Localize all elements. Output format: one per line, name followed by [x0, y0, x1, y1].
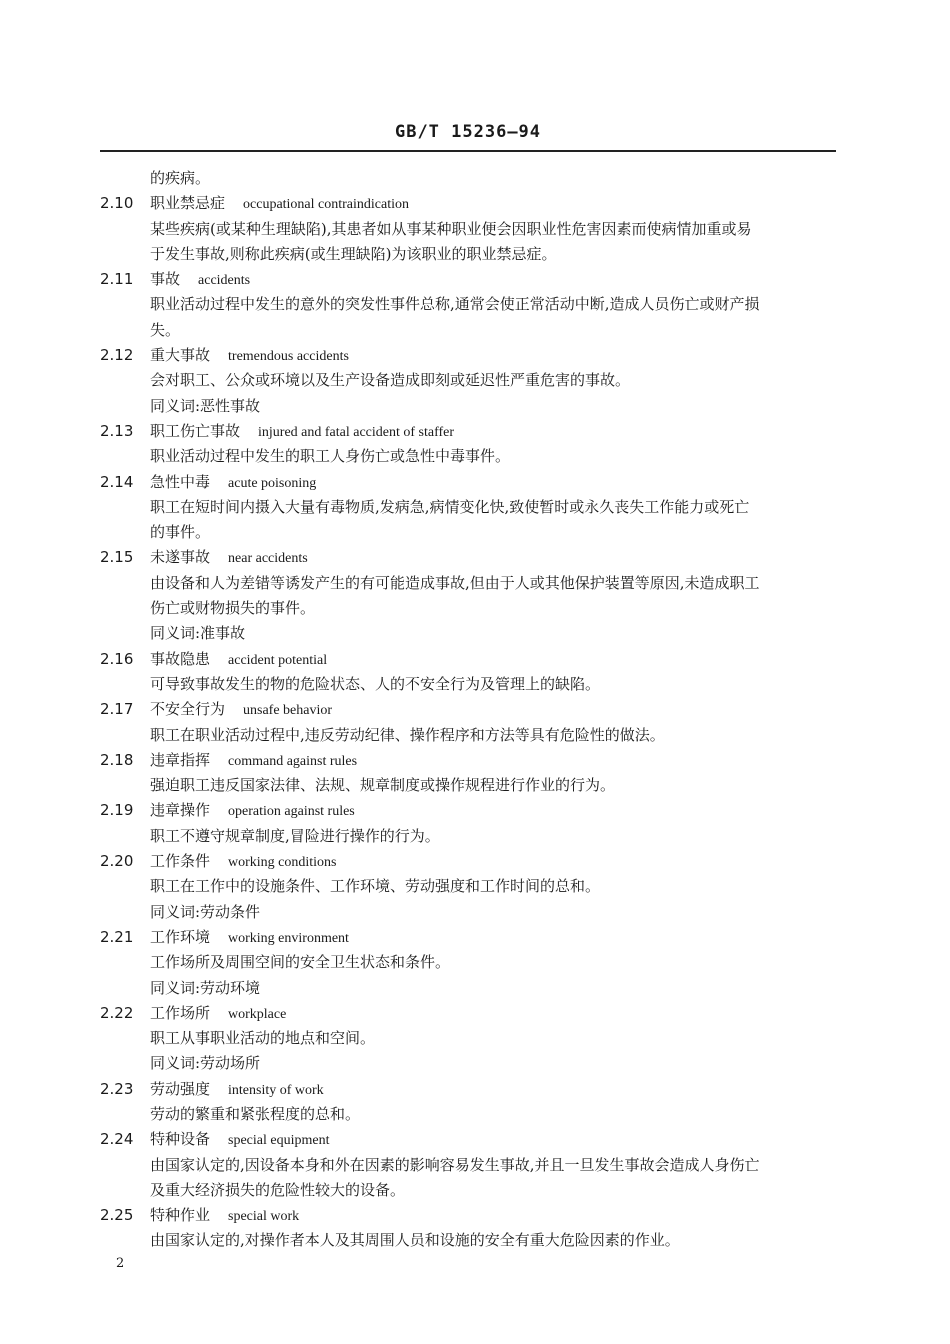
term-heading	[100, 697, 840, 722]
term-heading	[100, 545, 840, 570]
term-heading	[100, 1077, 840, 1102]
term-english: acute poisoning	[228, 475, 317, 491]
standard-code-header: GB/T 15236—94	[394, 122, 542, 142]
definition-line: 伤亡或财物损失的事件。	[150, 599, 316, 618]
term-chinese: 劳动强度	[150, 1079, 211, 1098]
term-heading	[100, 1001, 840, 1026]
definition-line: 职工在工作中的设施条件、工作环境、劳动强度和工作时间的总和。	[150, 877, 601, 896]
term-chinese: 事故	[150, 270, 181, 289]
definition-line: 职业活动过程中发生的意外的突发性事件总称,通常会使正常活动中断,造成人员伤亡或财产损	[150, 295, 760, 314]
synonym-line: 同义词:恶性事故	[150, 396, 261, 415]
term-number: 2.20	[100, 852, 134, 871]
term-number: 2.11	[100, 270, 134, 289]
term-english: working conditions	[228, 855, 337, 871]
term-number: 2.22	[100, 1003, 134, 1022]
term-number: 2.23	[100, 1079, 134, 1098]
term-chinese: 工作场所	[150, 1003, 211, 1022]
term-chinese: 事故隐患	[150, 649, 211, 668]
definition-line: 工作场所及周围空间的安全卫生状态和条件。	[150, 953, 451, 972]
term-heading	[100, 849, 840, 874]
terms-list	[100, 166, 840, 1254]
term-english: intensity of work	[228, 1082, 324, 1098]
term-english: operation against rules	[228, 804, 355, 820]
definition-line: 可导致事故发生的物的危险状态、人的不安全行为及管理上的缺陷。	[150, 674, 601, 693]
term-number: 2.24	[100, 1130, 134, 1149]
header-rule	[100, 150, 836, 152]
term-heading	[100, 798, 840, 823]
definition-line: 由国家认定的,对操作者本人及其周围人员和设施的安全有重大危险因素的作业。	[150, 1231, 680, 1250]
term-chinese: 急性中毒	[150, 472, 211, 491]
term-number: 2.18	[100, 750, 134, 769]
definition-line: 职业活动过程中发生的职工人身伤亡或急性中毒事件。	[150, 447, 511, 466]
term-chinese: 不安全行为	[150, 700, 226, 719]
term-number: 2.13	[100, 421, 134, 440]
definition-line: 的事件。	[150, 523, 211, 542]
term-english: accident potential	[228, 652, 328, 668]
term-chinese: 违章指挥	[150, 750, 211, 769]
page-number: 2	[116, 1256, 125, 1271]
term-number: 2.16	[100, 649, 134, 668]
definition-line: 由设备和人为差错等诱发产生的有可能造成事故,但由于人或其他保护装置等原因,未造成职工	[150, 573, 760, 592]
definition-line: 及重大经济损失的危险性较大的设备。	[150, 1180, 406, 1199]
term-number: 2.17	[100, 700, 134, 719]
definition-line: 由国家认定的,因设备本身和外在因素的影响容易发生事故,并且一旦发生事故会造成人身伤亡	[150, 1155, 760, 1174]
term-chinese: 职业禁忌症	[150, 194, 226, 213]
term-heading	[100, 647, 840, 672]
definition-line: 职工不遵守规章制度,冒险进行操作的行为。	[150, 826, 440, 845]
term-number: 2.10	[100, 194, 134, 213]
definition-line: 劳动的繁重和紧张程度的总和。	[150, 1104, 361, 1123]
term-heading	[100, 191, 840, 216]
definition-line: 会对职工、公众或环境以及生产设备造成即刻或延迟性严重危害的事故。	[150, 371, 631, 390]
term-number: 2.21	[100, 927, 134, 946]
term-english: special equipment	[228, 1133, 330, 1149]
term-heading	[100, 419, 840, 444]
term-heading	[100, 1203, 840, 1228]
term-english: injured and fatal accident of staffer	[258, 424, 455, 440]
term-heading	[100, 748, 840, 773]
term-heading	[100, 267, 840, 292]
term-english: near accidents	[228, 551, 308, 567]
term-number: 2.19	[100, 801, 134, 820]
term-chinese: 未遂事故	[150, 548, 211, 567]
term-heading	[100, 925, 840, 950]
synonym-line: 同义词:劳动场所	[150, 1054, 261, 1073]
definition-line: 某些疾病(或某种生理缺陷),其患者如从事某种职业便会因职业性危害因素而使病情加重或易	[150, 219, 752, 238]
term-chinese: 违章操作	[150, 801, 211, 820]
term-chinese: 职工伤亡事故	[150, 421, 241, 440]
term-english: special work	[228, 1209, 300, 1225]
definition-line: 职工从事职业活动的地点和空间。	[150, 1029, 376, 1048]
term-english: working environment	[228, 930, 349, 946]
term-english: workplace	[228, 1006, 287, 1022]
term-number: 2.12	[100, 346, 134, 365]
term-chinese: 特种作业	[150, 1206, 211, 1225]
continuation-text: 的疾病。	[150, 169, 211, 187]
synonym-line: 同义词:劳动环境	[150, 978, 261, 997]
term-chinese: 工作条件	[150, 852, 211, 871]
term-chinese: 工作环境	[150, 927, 211, 946]
term-english: occupational contraindication	[243, 197, 410, 213]
term-number: 2.14	[100, 472, 134, 491]
term-english: unsafe behavior	[243, 703, 333, 719]
definition-line: 强迫职工违反国家法律、法规、规章制度或操作规程进行作业的行为。	[150, 776, 616, 795]
definition-line: 职工在短时间内摄入大量有毒物质,发病急,病情变化快,致使暂时或永久丧失工作能力或死亡	[150, 497, 750, 516]
term-heading	[100, 470, 840, 495]
term-heading	[100, 343, 840, 368]
term-chinese: 重大事故	[150, 346, 211, 365]
synonym-line: 同义词:劳动条件	[150, 902, 261, 921]
term-number: 2.25	[100, 1206, 134, 1225]
term-heading	[100, 1127, 840, 1152]
term-english: accidents	[198, 273, 251, 289]
term-english: command against rules	[228, 753, 358, 769]
synonym-line: 同义词:准事故	[150, 624, 246, 643]
term-chinese: 特种设备	[150, 1130, 211, 1149]
term-number: 2.15	[100, 548, 134, 567]
term-english: tremendous accidents	[228, 349, 349, 365]
definition-line: 失。	[150, 320, 181, 339]
definition-line: 于发生事故,则称此疾病(或生理缺陷)为该职业的职业禁忌症。	[150, 244, 557, 263]
definition-line: 职工在职业活动过程中,违反劳动纪律、操作程序和方法等具有危险性的做法。	[150, 725, 665, 744]
